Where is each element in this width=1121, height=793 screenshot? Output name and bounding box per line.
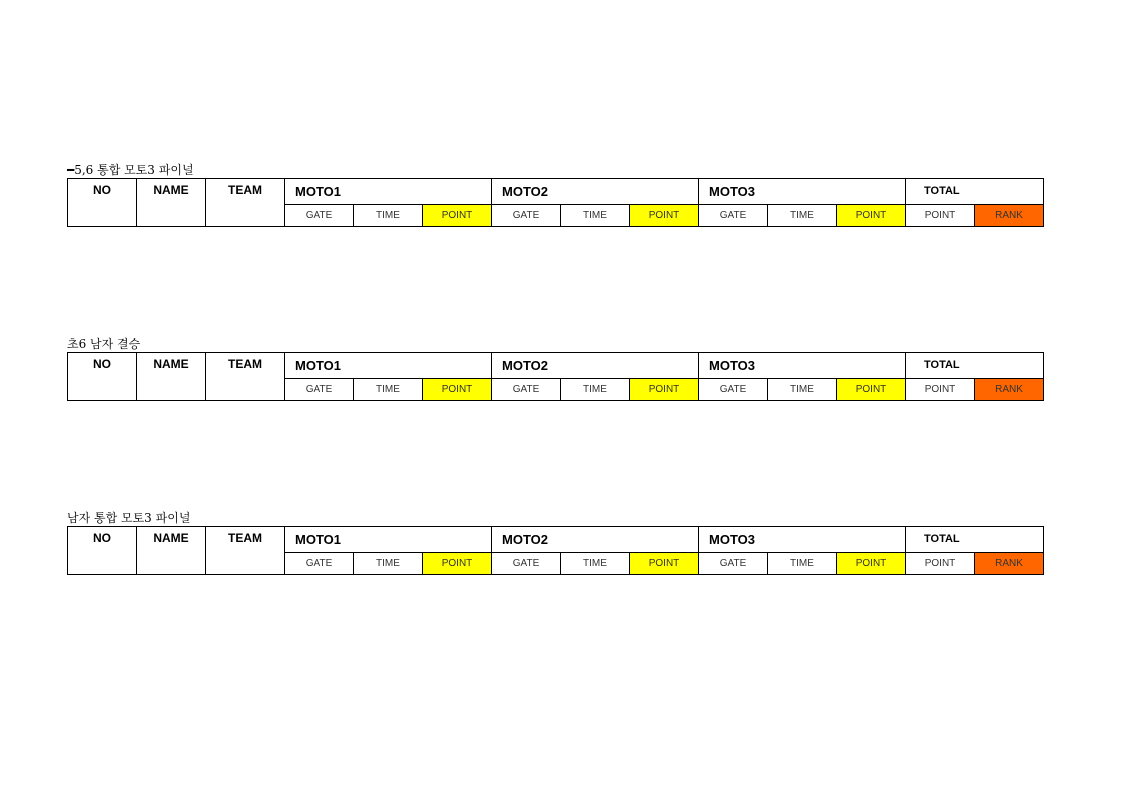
header-no-spacer [68, 378, 137, 400]
header-name: NAME [137, 527, 206, 553]
moto2-point-header: POINT [630, 204, 699, 226]
moto2-gate-header: GATE [492, 552, 561, 574]
header-moto1: MOTO1 [285, 179, 492, 205]
header-team: TEAM [206, 353, 285, 379]
results-table [67, 526, 1044, 575]
header-no: NO [68, 353, 137, 379]
header-total: TOTAL [906, 527, 1044, 553]
header-team-spacer [206, 378, 285, 400]
header-no: NO [68, 179, 137, 205]
moto1-point-header: POINT [423, 552, 492, 574]
moto2-gate-header: GATE [492, 378, 561, 400]
moto1-gate-header: GATE [285, 378, 354, 400]
header-total: TOTAL [906, 179, 1044, 205]
total-point-header: POINT [906, 204, 975, 226]
header-team-spacer [206, 204, 285, 226]
header-team-spacer [206, 552, 285, 574]
moto1-gate-header: GATE [285, 552, 354, 574]
subheader-row [68, 204, 1044, 226]
header-name-spacer [137, 204, 206, 226]
section-title: ━5,6 통합 모토3 파이널 [67, 163, 194, 177]
header-moto1: MOTO1 [285, 353, 492, 379]
header-name-spacer [137, 378, 206, 400]
results-section [67, 162, 1044, 227]
header-row [68, 179, 1044, 205]
moto3-gate-header: GATE [699, 204, 768, 226]
header-no-spacer [68, 552, 137, 574]
moto1-time-header: TIME [354, 204, 423, 226]
moto3-point-header: POINT [837, 552, 906, 574]
rank-header: RANK [975, 378, 1044, 400]
results-table [67, 352, 1044, 401]
moto3-time-header: TIME [768, 204, 837, 226]
subheader-row [68, 378, 1044, 400]
rank-header: RANK [975, 552, 1044, 574]
moto2-time-header: TIME [561, 204, 630, 226]
moto3-point-header: POINT [837, 204, 906, 226]
rank-header: RANK [975, 204, 1044, 226]
header-team: TEAM [206, 527, 285, 553]
header-total: TOTAL [906, 353, 1044, 379]
total-point-header: POINT [906, 552, 975, 574]
moto2-time-header: TIME [561, 378, 630, 400]
results-section [67, 510, 1044, 575]
header-row [68, 353, 1044, 379]
moto1-gate-header: GATE [285, 204, 354, 226]
header-moto2: MOTO2 [492, 353, 699, 379]
total-point-header: POINT [906, 378, 975, 400]
results-section [67, 336, 1044, 401]
header-moto1: MOTO1 [285, 527, 492, 553]
header-no-spacer [68, 204, 137, 226]
header-no: NO [68, 527, 137, 553]
section-title: 초6 남자 결승 [67, 337, 141, 351]
moto3-point-header: POINT [837, 378, 906, 400]
moto1-point-header: POINT [423, 204, 492, 226]
moto2-gate-header: GATE [492, 204, 561, 226]
moto2-time-header: TIME [561, 552, 630, 574]
moto1-time-header: TIME [354, 378, 423, 400]
results-table [67, 178, 1044, 227]
moto3-gate-header: GATE [699, 552, 768, 574]
header-row [68, 527, 1044, 553]
moto2-point-header: POINT [630, 552, 699, 574]
section-title: 남자 통합 모토3 파이널 [67, 511, 191, 525]
header-moto3: MOTO3 [699, 179, 906, 205]
header-name-spacer [137, 552, 206, 574]
header-team: TEAM [206, 179, 285, 205]
moto3-time-header: TIME [768, 552, 837, 574]
header-name: NAME [137, 353, 206, 379]
moto1-point-header: POINT [423, 378, 492, 400]
moto3-gate-header: GATE [699, 378, 768, 400]
moto1-time-header: TIME [354, 552, 423, 574]
header-moto3: MOTO3 [699, 527, 906, 553]
header-name: NAME [137, 179, 206, 205]
subheader-row [68, 552, 1044, 574]
moto2-point-header: POINT [630, 378, 699, 400]
header-moto2: MOTO2 [492, 527, 699, 553]
moto3-time-header: TIME [768, 378, 837, 400]
header-moto2: MOTO2 [492, 179, 699, 205]
header-moto3: MOTO3 [699, 353, 906, 379]
